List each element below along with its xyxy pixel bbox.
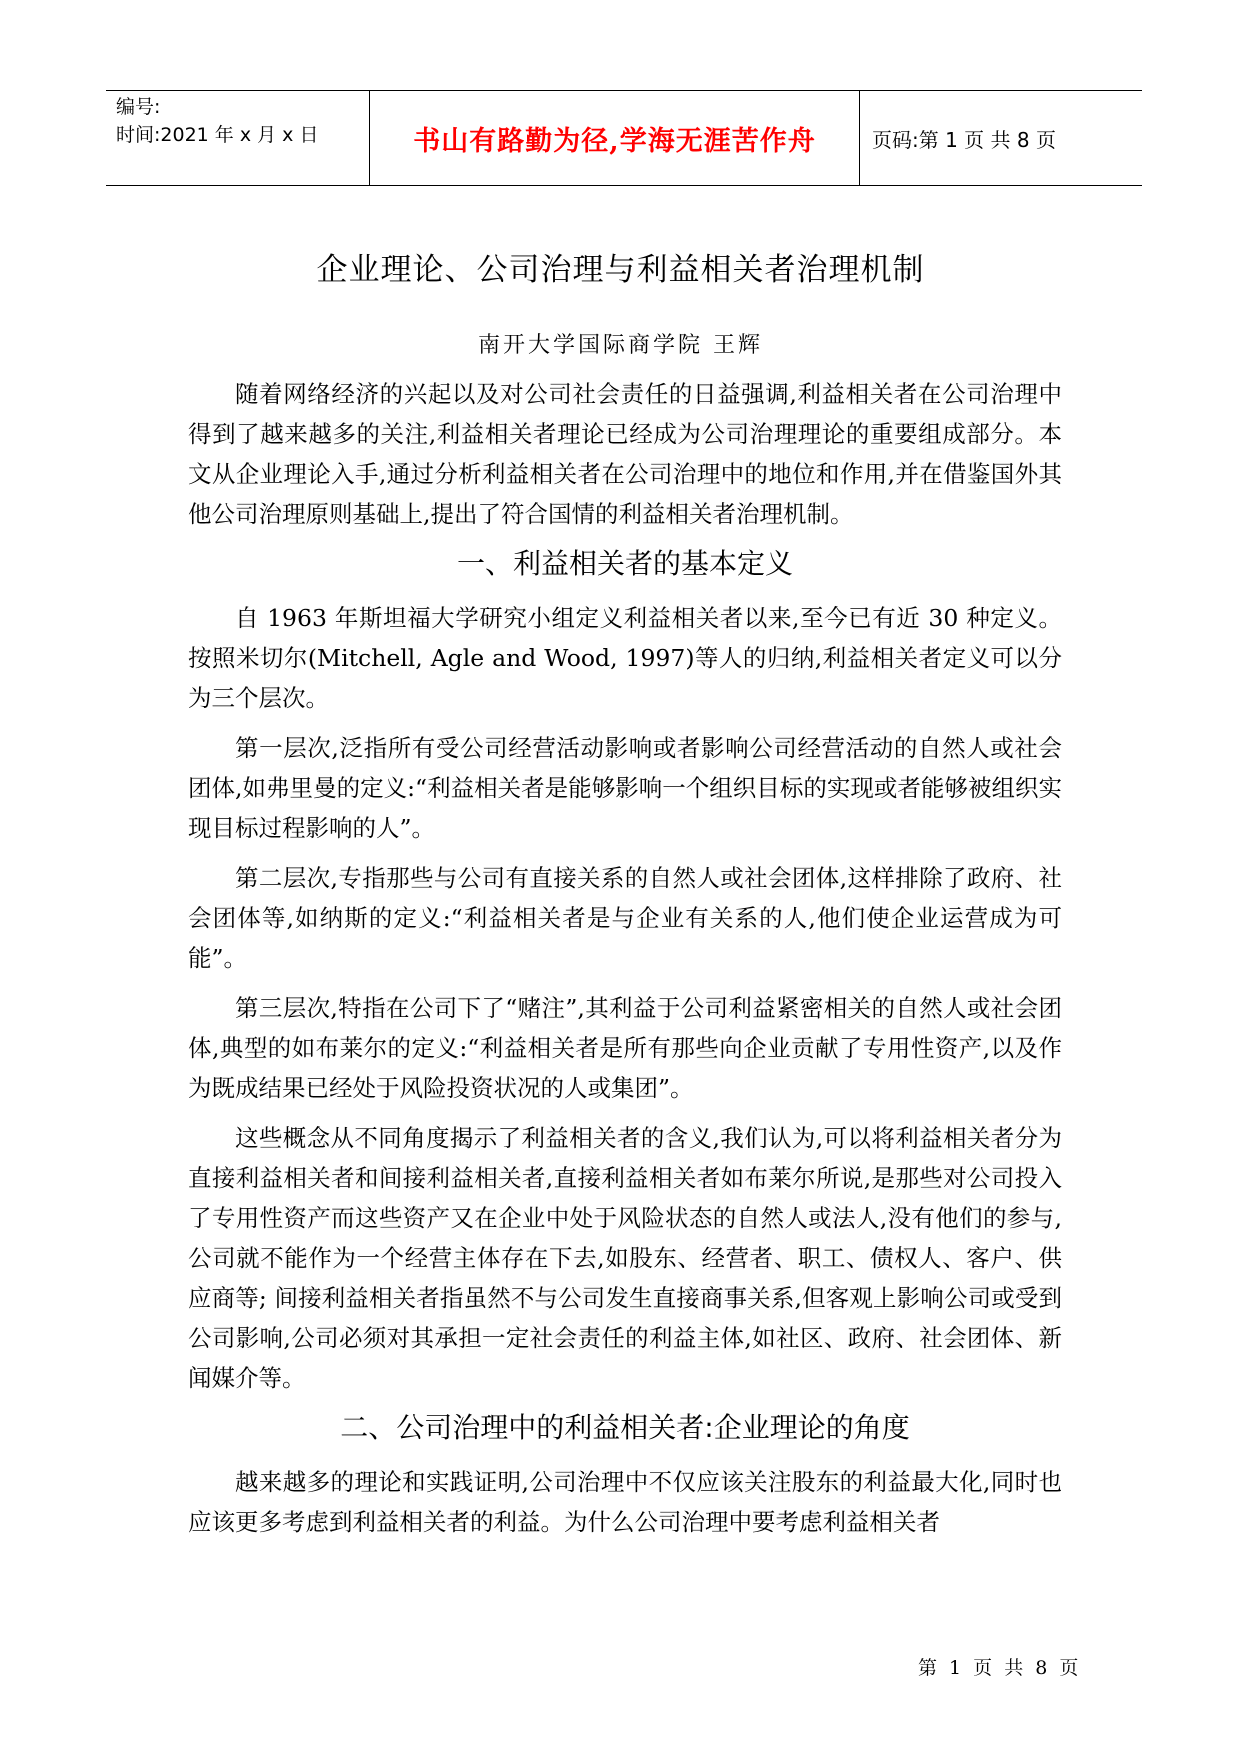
header-info-cell bbox=[106, 91, 370, 185]
motto: 书山有路勤为径,学海无涯苦作舟 bbox=[413, 125, 816, 157]
section-heading: 二、公司治理中的利益相关者:企业理论的角度 bbox=[340, 1411, 910, 1444]
paragraph: 这些概念从不同角度揭示了利益相关者的含义,我们认为,可以将利益相关者分为直接利益相关者和间接利益相关者,直接利益相关者如布莱尔所说,是那些对公司投入了专用性资产而这些资产又在企业中处于风险状态的自然人或法人,没有他们的参与,公司就不能作为一个经营主体存在下去,如股东、经营者、职工、债权人、客户、供应商等; 间接利益相关者指虽然不与公司发生直接商事关系,但客观上影响公司或受到公司影响,公司必须对其承担一定社会责任的利益主体,如社区、政府、社会团体、新闻媒介等。 bbox=[188, 1124, 1062, 1392]
paragraph: 第一层次,泛指所有受公司经营活动影响或者影响公司经营活动的自然人或社会团体,如弗里曼的定义:“利益相关者是能够影响一个组织目标的实现或者能够被组织实现目标过程影响的人”。 bbox=[188, 734, 1062, 842]
document-body bbox=[188, 374, 1062, 1552]
paragraph: 随着网络经济的兴起以及对公司社会责任的日益强调,利益相关者在公司治理中得到了越来越多的关注,利益相关者理论已经成为公司治理理论的重要组成部分。本文从企业理论入手,通过分析利益相关者在公司治理中的地位和作用,并在借鉴国外其他公司治理原则基础上,提出了符合国情的利益相关者治理机制。 bbox=[188, 380, 1062, 528]
paragraph: 越来越多的理论和实践证明,公司治理中不仅应该关注股东的利益最大化,同时也应该更多考虑到利益相关者的利益。为什么公司治理中要考虑利益相关者 bbox=[188, 1468, 1062, 1536]
header-page-cell bbox=[860, 91, 1142, 185]
paragraph: 第三层次,特指在公司下了“赌注”,其利益于公司利益紧密相关的自然人或社会团体,典型的如布莱尔的定义:“利益相关者是所有那些向企业贡献了专用性资产,以及作为既成结果已经处于风险投资状况的人或集团”。 bbox=[188, 994, 1062, 1102]
paragraph: 第二层次,专指那些与公司有直接关系的自然人或社会团体,这样排除了政府、社会团体等,如纳斯的定义:“利益相关者是与企业有关系的人,他们使企业运营成为可能”。 bbox=[188, 864, 1062, 972]
document-title: 企业理论、公司治理与利益相关者治理机制 bbox=[316, 252, 925, 288]
page-footer: 第 1 页 共 8 页 bbox=[918, 1657, 1082, 1679]
section-heading: 一、利益相关者的基本定义 bbox=[456, 547, 793, 580]
header-motto-cell bbox=[370, 91, 860, 185]
document-header bbox=[106, 90, 1142, 186]
author-line: 南开大学国际商学院 王辉 bbox=[478, 333, 763, 358]
paragraph: 自 1963 年斯坦福大学研究小组定义利益相关者以来,至今已有近 30 种定义。按照米切尔(Mitchell, Agle and Wood, 1997)等人的归纳,利益相关者定义可以分为三个层次。 bbox=[188, 604, 1062, 712]
time-label: 时间:2021 年 x 月 x 日 bbox=[116, 124, 319, 146]
number-label: 编号: bbox=[116, 96, 161, 118]
page-code: 页码:第 1 页 共 8 页 bbox=[872, 127, 1056, 152]
